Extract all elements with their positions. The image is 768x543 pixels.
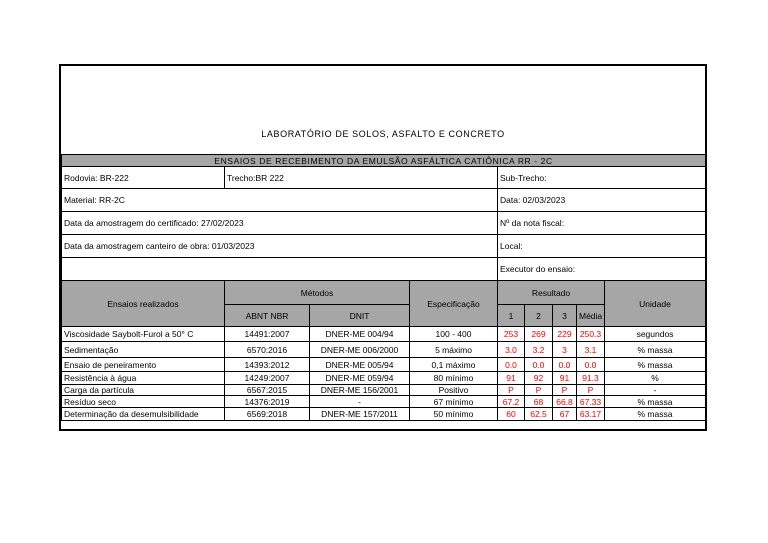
result-1-cell: 91 (498, 372, 525, 385)
result-1-cell: 3.0 (498, 342, 525, 358)
unidade-cell: % massa (605, 342, 706, 358)
info-row-canteiro (62, 235, 706, 258)
result-2-cell: 3.2 (525, 342, 553, 358)
dnit-cell: DNER-ME 006/2000 (310, 342, 410, 358)
result-1-header: 1 (498, 305, 525, 327)
data-canteiro-field: Data da amostragem canteiro de obra: 01/03/2023 (62, 235, 498, 258)
dnit-cell: DNER-ME 157/2011 (310, 408, 410, 421)
espec-cell: 0,1 máximo (410, 358, 498, 372)
lab-report-sheet (59, 64, 707, 431)
result-3-cell: 0.0 (553, 358, 577, 372)
abnt-cell: 14249:2007 (225, 372, 310, 385)
info-row-rodovia (62, 167, 706, 189)
result-1-cell: 67.2 (498, 396, 525, 408)
subtitle-band (62, 155, 706, 167)
ensaio-cell: Resistência à água (62, 372, 225, 385)
media-cell: 67.33 (577, 396, 605, 408)
espec-cell: Positivo (410, 385, 498, 396)
table-row (62, 385, 706, 396)
result-3-cell: 67 (553, 408, 577, 421)
rodovia-field: Rodovia: BR-222 (62, 167, 225, 189)
lab-title: LABORATÓRIO DE SOLOS, ASFALTO E CONCRETO (261, 129, 505, 139)
media-cell: 3.1 (577, 342, 605, 358)
result-2-cell: 62.5 (525, 408, 553, 421)
table-row (62, 396, 706, 408)
abnt-header: ABNT NBR (225, 305, 310, 327)
media-cell: 63.17 (577, 408, 605, 421)
result-3-cell: 91 (553, 372, 577, 385)
ensaio-cell: Viscosidade Saybolt-Furol a 50° C (62, 327, 225, 342)
dnit-cell: DNER-ME 156/2001 (310, 385, 410, 396)
dnit-cell: DNER-ME 004/94 (310, 327, 410, 342)
result-1-cell: P (498, 385, 525, 396)
result-2-cell: 92 (525, 372, 553, 385)
media-header: Média (577, 305, 605, 327)
sub-trecho-field: Sub-Trecho: (498, 167, 706, 189)
unidade-cell: % massa (605, 358, 706, 372)
abnt-cell: 14393:2012 (225, 358, 310, 372)
result-1-cell: 0.0 (498, 358, 525, 372)
result-3-cell: P (553, 385, 577, 396)
abnt-cell: 14376:2019 (225, 396, 310, 408)
report-subtitle: ENSAIOS DE RECEBIMENTO DA EMULSÃO ASFÁLTICA CATIÔNICA RR - 2C (62, 155, 706, 167)
info-row-material (62, 189, 706, 212)
table-row (62, 327, 706, 342)
especificacao-header: Especificação (410, 281, 498, 327)
espec-cell: 80 mínimo (410, 372, 498, 385)
abnt-cell: 6570:2016 (225, 342, 310, 358)
abnt-cell: 14491:2007 (225, 327, 310, 342)
result-1-cell: 60 (498, 408, 525, 421)
ensaio-cell: Sedimentação (62, 342, 225, 358)
metodos-header: Métodos (225, 281, 410, 305)
data-certificado-field: Data da amostragem do certificado: 27/02/2023 (62, 212, 498, 235)
result-3-cell: 3 (553, 342, 577, 358)
resultado-header: Resultado (498, 281, 605, 305)
result-3-cell: 66.8 (553, 396, 577, 408)
ensaio-cell: Resíduo seco (62, 396, 225, 408)
material-field: Material: RR-2C (62, 189, 498, 212)
result-3-cell: 229 (553, 327, 577, 342)
table-row (62, 342, 706, 358)
data-field: Data: 02/03/2023 (498, 189, 706, 212)
ensaio-cell: Determinação da desemulsibilidade (62, 408, 225, 421)
table-row (62, 408, 706, 421)
espec-cell: 100 - 400 (410, 327, 498, 342)
nota-fiscal-field: Nº da nota fiscal: (498, 212, 706, 235)
unidade-cell: % massa (605, 396, 706, 408)
trecho-field: Trecho:BR 222 (225, 167, 498, 189)
local-field: Local: (498, 235, 706, 258)
blank-cell (62, 258, 498, 281)
result-2-cell: P (525, 385, 553, 396)
espec-cell: 67 mínimo (410, 396, 498, 408)
dnit-header: DNIT (310, 305, 410, 327)
unidade-header: Unidade (605, 281, 706, 327)
ensaio-cell: Ensaio de peneiramento (62, 358, 225, 372)
ensaios-header: Ensaios realizados (62, 281, 225, 327)
media-cell: 250.3 (577, 327, 605, 342)
abnt-cell: 6569:2018 (225, 408, 310, 421)
table-row (62, 372, 706, 385)
media-cell: 0.0 (577, 358, 605, 372)
info-row-certificado (62, 212, 706, 235)
media-cell: P (577, 385, 605, 396)
ensaio-cell: Carga da partícula (62, 385, 225, 396)
dnit-cell: DNER-ME 005/94 (310, 358, 410, 372)
dnit-cell: - (310, 396, 410, 408)
unidade-cell: segundos (605, 327, 706, 342)
media-cell: 91.3 (577, 372, 605, 385)
info-row-executor (62, 258, 706, 281)
executor-field: Executor do ensaio: (498, 258, 706, 281)
espec-cell: 5 máximo (410, 342, 498, 358)
result-1-cell: 253 (498, 327, 525, 342)
test-results-table (61, 154, 706, 421)
dnit-cell: DNER-ME 059/94 (310, 372, 410, 385)
result-2-cell: 0.0 (525, 358, 553, 372)
abnt-cell: 6567:2015 (225, 385, 310, 396)
unidade-cell: % massa (605, 408, 706, 421)
table-row (62, 358, 706, 372)
unidade-cell: % (605, 372, 706, 385)
result-3-header: 3 (553, 305, 577, 327)
espec-cell: 50 mínimo (410, 408, 498, 421)
header-row-top (62, 281, 706, 305)
result-2-cell: 269 (525, 327, 553, 342)
result-2-header: 2 (525, 305, 553, 327)
result-2-cell: 68 (525, 396, 553, 408)
unidade-cell: - (605, 385, 706, 396)
